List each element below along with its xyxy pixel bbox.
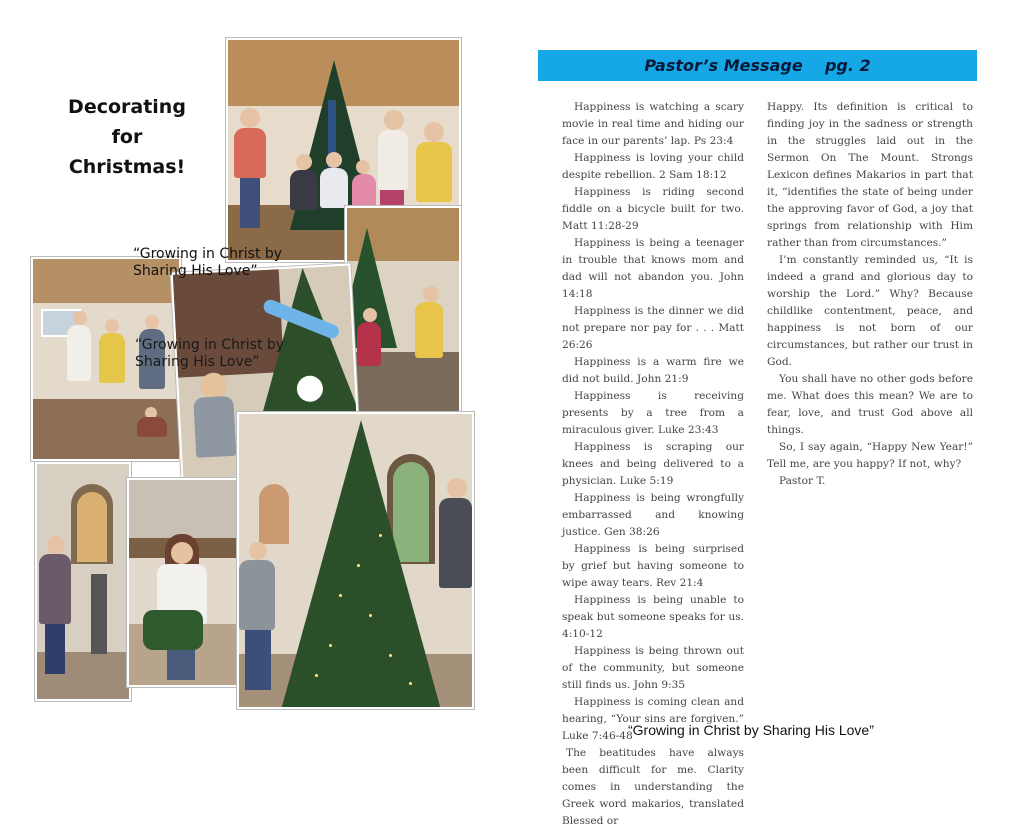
- paragraph: So, I say again, “Happy New Year!” Tell me, are you happy? If not, why?: [767, 441, 973, 470]
- paragraph: Happiness is coming clean and hearing, “Your sins are forgiven.” Luke 7:46-48: [562, 696, 744, 742]
- paragraph: Happiness is being unable to speak but someone speaks for us. 4:10-12: [562, 594, 744, 640]
- photo-church-man: [35, 462, 131, 701]
- paragraph: Happiness is being thrown out of the community, but someone still finds us. John 9:35: [562, 645, 744, 691]
- footer-motto: “Growing in Christ by Sharing His Love”: [628, 722, 874, 738]
- photo-girl-garland: [127, 478, 243, 687]
- paragraph: Happiness is riding second fiddle on a bicycle built for two. Matt 11:28-29: [562, 186, 744, 232]
- paragraph: Happiness is loving your child despite rebellion. 2 Sam 18:12: [562, 152, 744, 181]
- message-column-left: [562, 99, 744, 830]
- paragraph: Happiness is being a teenager in trouble that knows mom and dad will not abandon you. John 14:18: [562, 237, 744, 300]
- paragraph: Happiness is a warm fire we did not build. John 21:9: [562, 356, 744, 385]
- title-line-2: for: [111, 126, 143, 148]
- title-line-1: Decorating: [68, 96, 186, 118]
- paragraph: Happiness is the dinner we did not prepare nor pay for . . . Matt 26:26: [562, 305, 744, 351]
- paragraph: Happiness is receiving presents by a tree from a miraculous giver. Luke 23:43: [562, 390, 744, 436]
- signature: Pastor T.: [779, 475, 826, 487]
- paragraph: Happiness is being wrongfully embarrassed and knowing justice. Gen 38:26: [562, 492, 744, 538]
- paragraph: Happiness is watching a scary movie in real time and hiding our face in our parents’ lap. Ps 23:4: [562, 101, 744, 147]
- paragraph: I’m constantly reminded us, “It is indeed a grand and glorious day to worship the Lord.” Why? Because childlike contentment, peace, and happiness is not born of our circumstances, but rather our trust in God.: [767, 254, 973, 368]
- paragraph: Happy. Its definition is critical to finding joy in the sadness or strength in the struggles laid out in the Sermon On The Mount. Strongs Lexicon defines Makarios in part that it, “identifies the state of being under the approving favor of God, a joy that springs from relationship with Him rather than from circumstances.”: [767, 101, 973, 249]
- paragraph: You shall have no other gods before me. What does this mean? We are to fear, love, and trust God above all things.: [767, 373, 973, 436]
- photo-tree-right: [345, 206, 461, 415]
- paragraph: Happiness is scraping our knees and being delivered to a physician. Luke 5:19: [562, 441, 744, 487]
- overlay-caption-2: “Growing in Christ by Sharing His Love”: [135, 337, 285, 370]
- paragraph: The beatitudes have always been difficult for me. Clarity comes in understanding the Greek word makarios, translated Blessed or: [562, 747, 744, 827]
- pastors-message-banner: [538, 50, 977, 81]
- page-title: [62, 92, 192, 182]
- photo-lit-tree: [237, 412, 474, 709]
- paragraph: Happiness is being surprised by grief but having someone to wipe away tears. Rev 21:4: [562, 543, 744, 589]
- banner-title: Pastor’s Message pg. 2: [644, 56, 871, 75]
- message-column-right: [767, 99, 973, 490]
- title-line-3: Christmas!: [68, 156, 186, 178]
- overlay-caption-1: “Growing in Christ by Sharing His Love”: [133, 246, 283, 279]
